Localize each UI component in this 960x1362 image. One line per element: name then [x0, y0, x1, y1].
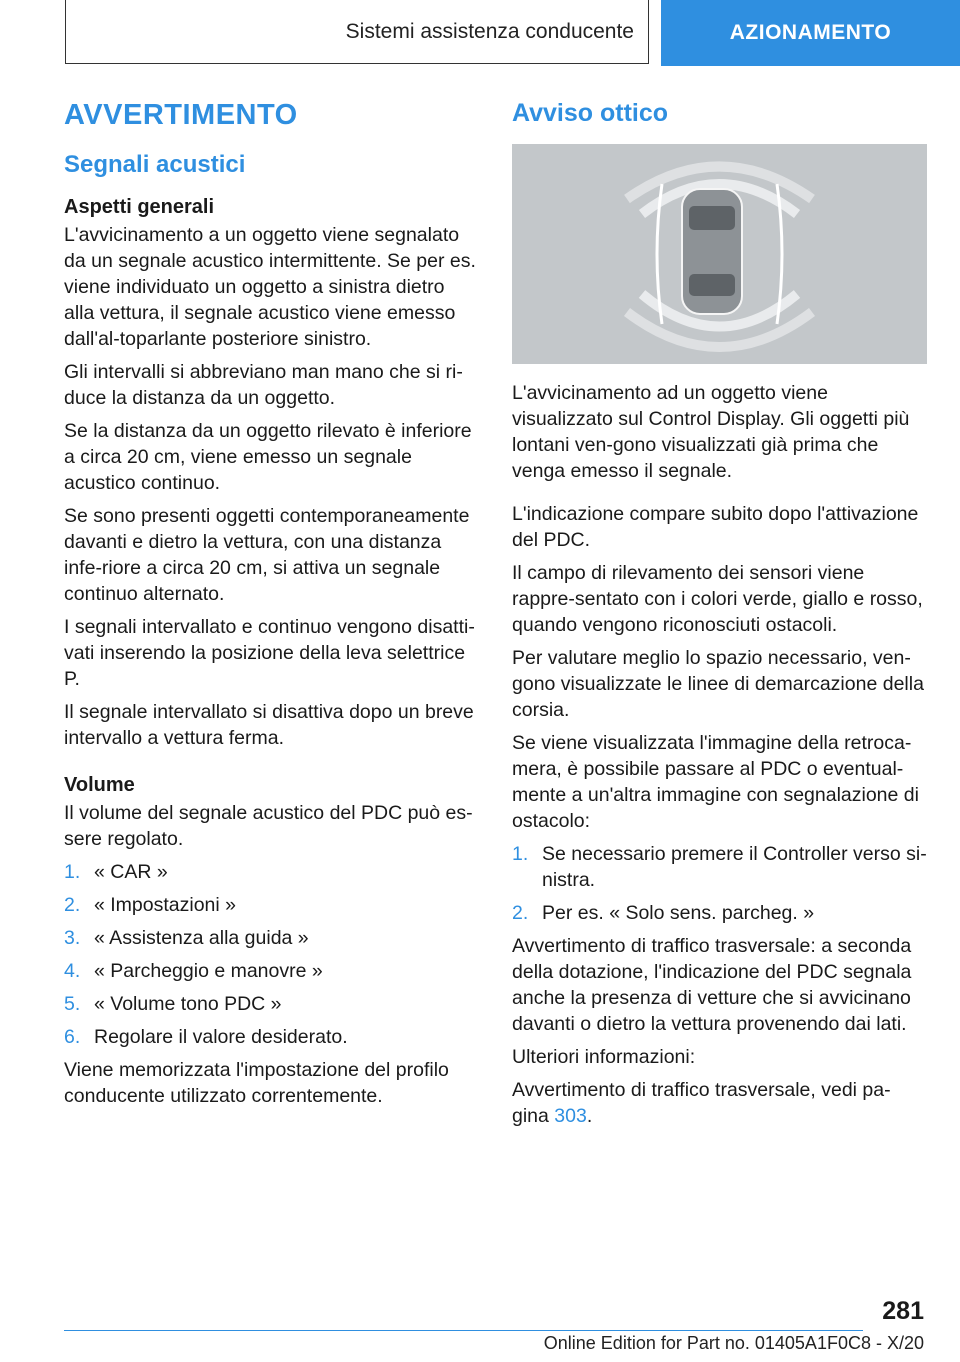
pdc-display-figure	[512, 144, 927, 364]
paragraph: L'avvicinamento a un oggetto viene segnalato da un segnale acustico intermittente. Se per es. viene individuato un oggetto a sinistra dietro alla vettura, il segnale acustico viene emesso dall'al-toparlante posteriore sinistro.	[64, 223, 476, 350]
cross-reference	[512, 1077, 927, 1129]
paragraph: Se la distanza da un oggetto rilevato è inferiore a circa 20 cm, viene emesso un segnale acustico continuo.	[64, 419, 472, 494]
paragraph: Il campo di rilevamento dei sensori viene rappre-sentato con i colori verde, giallo e rosso, quando vengono riconosciuti ostacoli.	[512, 562, 923, 636]
step-text: Per es. « Solo sens. parcheg. »	[542, 902, 815, 924]
subheading-volume: Volume	[64, 773, 135, 796]
section-title: Sistemi assistenza conducente	[345, 19, 634, 43]
step-number: 3.	[64, 926, 81, 949]
reference-end: .	[586, 1105, 593, 1127]
paragraph: Se sono presenti oggetti contemporaneamente davanti e dietro la vettura, con una distanza infe-riore a circa 20 cm, si attiva un segnale continuo alternato.	[64, 504, 470, 605]
chapter-tab	[661, 0, 960, 66]
footer-edition: Online Edition for Part no. 01405A1F0C8 - X/20	[543, 1333, 924, 1353]
list-item	[64, 892, 479, 918]
step-number: 1.	[64, 860, 81, 883]
step-text: « CAR »	[94, 860, 168, 883]
step-number: 2.	[512, 902, 529, 924]
page-title: AVVERTIMENTO	[64, 99, 298, 131]
paragraph: Gli intervalli si abbreviano man mano che si ri-duce la distanza da un oggetto.	[64, 360, 463, 409]
chapter-title: AZIONAMENTO	[729, 21, 892, 44]
step-text: « Impostazioni »	[94, 893, 236, 916]
step-text: « Assistenza alla guida »	[94, 926, 309, 949]
list-item	[64, 859, 479, 885]
page-number: 281	[882, 1297, 924, 1325]
left-column	[64, 98, 479, 1116]
paragraph: Se viene visualizzata l'immagine della retroca-mera, è possibile passare al PDC o eventual-mente a un'altra immagine con segnalazione di ostacolo:	[512, 732, 919, 832]
step-text: « Parcheggio e manovre »	[94, 959, 323, 982]
list-item	[512, 900, 927, 926]
paragraph: L'indicazione compare subito dopo l'attivazione del PDC.	[512, 503, 919, 551]
paragraph: Avvertimento di traffico trasversale: a seconda della dotazione, l'indicazione del PDC segnala anche la presenza di vetture che si avvicinano davanti o dietro la vettura provenendo dai lati.	[512, 935, 912, 1035]
step-text: « Volume tono PDC »	[94, 992, 282, 1015]
step-text: Se necessario premere il Controller verso si-nistra.	[542, 843, 927, 891]
step-number: 1.	[512, 843, 529, 865]
running-header	[65, 0, 649, 64]
right-column	[512, 98, 927, 1136]
section-heading-visual: Avviso ottico	[512, 99, 669, 127]
paragraph: Il segnale intervallato si disattiva dopo un breve intervallo a vettura ferma.	[64, 700, 474, 749]
step-number: 5.	[64, 992, 81, 1015]
paragraph: Per valutare meglio lo spazio necessario, ven-gono visualizzate le linee di demarcazione della corsia.	[512, 647, 924, 721]
volume-steps-list	[64, 859, 479, 1050]
step-number: 6.	[64, 1025, 81, 1048]
paragraph: L'avvicinamento ad un oggetto viene visualizzato sul Control Display. Gli oggetti più lontani ven-gono visualizzati già prima che venga emesso il segnale.	[512, 382, 910, 482]
subheading-general: Aspetti generali	[64, 195, 215, 218]
paragraph: Viene memorizzata l'impostazione del profilo conducente utilizzato correntemente.	[64, 1058, 449, 1107]
list-item	[64, 1024, 479, 1050]
paragraph: Ulteriori informazioni:	[512, 1046, 696, 1068]
reference-text: Avvertimento di traffico trasversale, vedi pa-gina	[512, 1079, 891, 1127]
paragraph: Il volume del segnale acustico del PDC può es-sere regolato.	[64, 801, 473, 850]
list-item	[64, 991, 479, 1017]
step-number: 4.	[64, 959, 81, 982]
list-item	[512, 841, 927, 893]
display-steps-list	[512, 841, 927, 926]
section-heading-acoustic: Segnali acustici	[64, 150, 246, 178]
list-item	[64, 958, 479, 984]
list-item	[64, 925, 479, 951]
step-text: Regolare il valore desiderato.	[94, 1025, 348, 1048]
step-number: 2.	[64, 893, 81, 916]
footer-divider	[64, 1330, 863, 1331]
paragraph: I segnali intervallato e continuo vengono disatti-vati inserendo la posizione della leva selettrice P.	[64, 615, 475, 690]
page-link[interactable]: 303	[554, 1105, 587, 1127]
